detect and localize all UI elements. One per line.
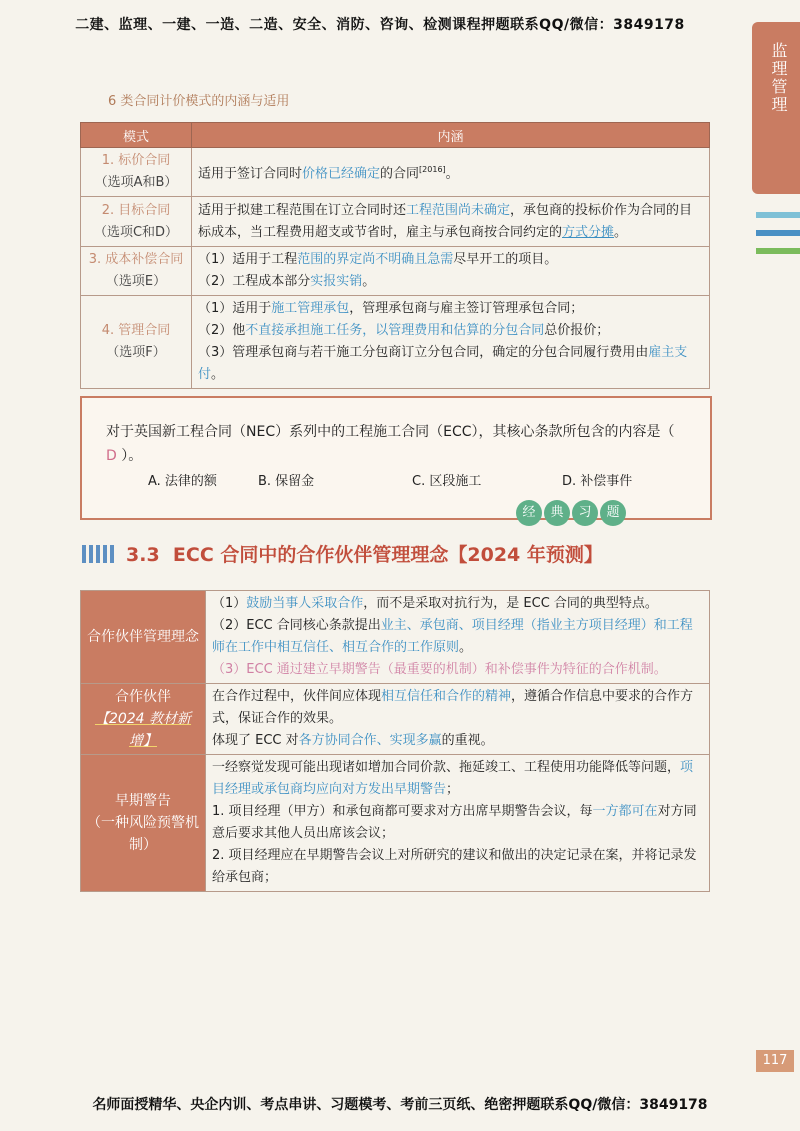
highlight: 实报实销 [310,274,363,289]
text: 体现了 ECC 对 [212,733,299,748]
text: ，管理承包商与雇主签订管理承包合同； [349,301,584,316]
highlight: 业主、承包商、项目经理（指业主方项目经理）和工程师在工作中相互信任、相互合作的工作原则 [212,618,693,655]
highlight: 相互信任和合作的精神 [381,689,512,704]
badge-char: 题 [600,500,626,526]
highlight: ECC 通过建立早期警告（最重要的机制）和补偿事件为特征的合作机制 [246,662,654,677]
content-line [212,659,703,681]
text: ，承包商的投标价作为合同的目标成本，当工程费用超支或节省时，雇主与承包商按合同约定的 [198,202,693,240]
content-cell [206,591,710,684]
text: 一经察觉发现可能出现诸如增加合同价款、拖延竣工、工程使用功能降低等问题， [212,760,681,775]
mode-cell [81,247,192,296]
content-cell [192,247,710,296]
content-line [198,271,703,293]
highlight: 工程范围尚未确定 [406,202,511,218]
mode-name: 4. 管理合同 [101,323,171,338]
content-line [212,730,703,752]
content-line [198,342,703,386]
content-line [212,757,703,801]
top-banner: 二建、监理、一建、一造、二造、安全、消防、咨询、检测课程押题联系QQ/微信：3849178 [75,17,685,33]
text: 尽早开工的项目。 [453,252,558,267]
text: （1） [212,596,247,611]
quiz-answer: D [106,448,122,464]
quiz-option: B. 保留金 [258,474,315,489]
table-header-row [81,123,710,148]
ecc-label [81,755,206,892]
highlight: 鼓励当事人采取合作 [246,596,364,611]
mode-name: 2. 目标合同 [101,202,171,218]
content-cell [192,296,710,389]
content-cell [206,684,710,755]
bottom-banner: 名师面授精华、央企内训、考点串讲、习题模考、考前三页纸、绝密押题联系QQ/微信：3849178 [92,1097,708,1113]
side-tab-label: 监理管理 [769,42,788,114]
text: （1）适用于工程 [198,252,298,267]
text: 在合作过程中，伙伴间应体现 [212,689,382,704]
text: 。 [445,166,459,182]
highlight: 项目经理或承包商均应向对方发出早期警告 [212,760,694,797]
section-caption: 6 类合同计价模式的内涵与适用 [108,94,290,109]
content-line [212,686,703,730]
text: （2）工程成本部分 [198,274,311,289]
highlight: 范围的界定尚不明确且急需 [297,252,454,267]
text: ； [446,782,460,797]
badge-char: 典 [544,500,570,526]
text: 。 [653,662,667,677]
text: （3） [212,662,247,677]
mode-cell [81,296,192,389]
table-row [81,684,710,755]
year-tag: [2016] [419,164,446,174]
content-line [212,593,703,615]
text: （3）管理承包商与若干施工分包商订立分包合同，确定的分包合同履行费用由 [198,345,649,360]
section-heading [82,540,603,567]
text: 。 [459,640,473,655]
mode-option: （选项A和B） [94,175,178,190]
header-content: 内涵 [192,123,710,148]
text: 2. 项目经理应在早期警告会议上对所研究的建议和做出的决定记录在案，并将记录发给承包商； [212,848,697,885]
badge-char: 经 [516,500,542,526]
text: 对方同意后要求其他人员出席该会议； [212,804,697,841]
text: 的合同 [380,166,420,182]
content-cell [206,755,710,892]
text: 适用于签订合同时 [198,166,303,182]
mode-cell [81,197,192,247]
content-cell [192,197,710,247]
side-stripe-1 [756,212,800,218]
highlight: 雇主支付 [198,345,688,382]
ecc-label [81,684,206,755]
quiz-option: D. 补偿事件 [562,474,633,489]
text: （2）ECC 合同核心条款提出 [212,618,381,633]
content-cell [192,148,710,197]
table-row [81,148,710,197]
highlight: 不直接承担施工任务，以管理费用和估算的分包合同 [245,323,545,338]
highlight: 各方协同合作、实现多赢 [298,733,442,748]
ecc-label-text: 合作伙伴 [115,689,171,705]
quiz-badge [516,500,640,526]
table-row [81,591,710,684]
content-line [212,615,703,659]
content-line [198,298,703,320]
table-row [81,296,710,389]
highlight: 方式分摊 [562,224,615,240]
section-number: 3.3 [126,544,160,566]
question-text: ）。 [121,448,143,464]
new-content-tag: 【2024 教材新增】 [94,711,192,749]
ecc-label-text: 早期警告 [115,793,171,809]
section-title: ECC 合同中的合作伙伴管理理念【2024 年预测】 [172,544,603,566]
text: 。 [211,367,225,382]
header-mode: 模式 [81,123,192,148]
question-text: 对于英国新工程合同（NEC）系列中的工程施工合同（ECC），其核心条款所包含的内容是（ [106,424,675,440]
highlight: 价格已经确定 [302,166,381,182]
content-line [212,801,703,845]
table-row [81,755,710,892]
text: 的重视。 [441,733,494,748]
mode-cell [81,148,192,197]
mode-option: （选项F） [106,345,166,360]
ecc-label-sub: （一种风险预警机制） [87,815,199,853]
table-row [81,247,710,296]
side-stripe-3 [756,248,800,254]
ecc-label: 合作伙伴管理理念 [81,591,206,684]
side-stripe-2 [756,230,800,236]
badge-char: 习 [572,500,598,526]
text: 适用于拟建工程范围在订立合同时还 [198,202,407,218]
text: （2）他 [198,323,246,338]
highlight: 一方都可在 [592,804,658,819]
highlight: 施工管理承包 [271,301,350,316]
heading-bars-icon [82,545,116,563]
table-row [81,197,710,247]
mode-option: （选项C和D） [93,224,179,240]
mode-table [80,122,710,389]
text: 总价报价； [544,323,610,338]
mode-name: 1. 标价合同 [101,153,171,168]
text: 。 [614,224,628,240]
quiz-question [106,420,686,468]
ecc-table [80,590,710,892]
text: 1. 项目经理（甲方）和承包商都可要求对方出席早期警告会议，每 [212,804,593,819]
mode-name: 3. 成本补偿合同 [88,252,184,267]
text: ，遵循合作信息中要求的合作方式，保证合作的效果。 [212,689,694,726]
mode-option: （选项E） [105,274,167,289]
content-line [212,845,703,889]
content-line [198,320,703,342]
page-number: 117 [756,1050,794,1072]
quiz-option: C. 区段施工 [412,474,482,489]
text: （1）适用于 [198,301,272,316]
content-line [198,249,703,271]
text: 。 [362,274,376,289]
quiz-option: A. 法律的额 [148,474,217,489]
side-tab [752,22,800,194]
text: ，而不是采取对抗行为，是 ECC 合同的典型特点。 [363,596,658,611]
